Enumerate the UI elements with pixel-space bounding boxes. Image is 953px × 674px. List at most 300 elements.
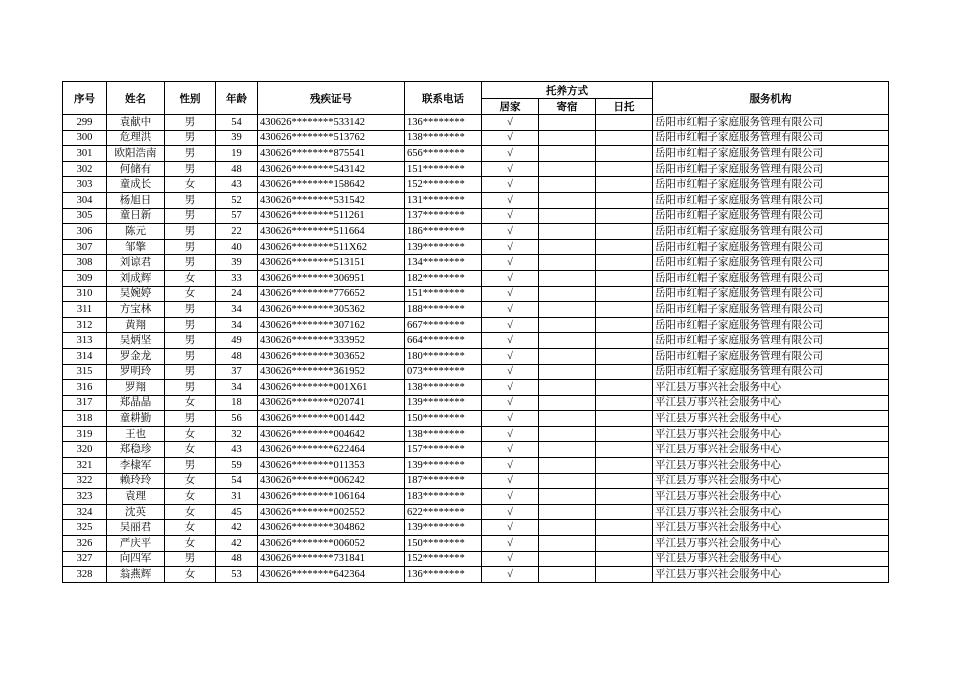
cell-org: 岳阳市红帽子家庭服务管理有限公司 [653,302,889,318]
cell-cert: 430626********333952 [258,333,405,349]
cell-phone: 150******** [405,536,482,552]
cell-phone: 622******** [405,504,482,520]
cell-name: 吴丽君 [107,520,165,536]
cell-care-home: √ [482,442,539,458]
cell-care-board [539,411,596,427]
cell-name: 童日新 [107,208,165,224]
cell-care-day [596,395,653,411]
cell-seq: 312 [63,317,107,333]
cell-age: 31 [216,489,258,505]
cell-phone: 188******** [405,302,482,318]
cell-care-board [539,458,596,474]
cell-seq: 325 [63,520,107,536]
cell-phone: 139******** [405,458,482,474]
care-roster-table [62,81,889,583]
cell-org: 岳阳市红帽子家庭服务管理有限公司 [653,192,889,208]
cell-care-board [539,130,596,146]
table-row [63,317,889,333]
cell-phone: 186******** [405,224,482,240]
table-row [63,348,889,364]
cell-gender: 男 [165,239,216,255]
cell-care-day [596,380,653,396]
cell-name: 黄翔 [107,317,165,333]
cell-gender: 女 [165,520,216,536]
cell-gender: 女 [165,473,216,489]
header-seq: 序号 [63,82,107,115]
cell-gender: 男 [165,333,216,349]
cell-care-board [539,255,596,271]
cell-org: 平江县万事兴社会服务中心 [653,536,889,552]
cell-cert: 430626********020741 [258,395,405,411]
cell-phone: 138******** [405,426,482,442]
cell-phone: 136******** [405,115,482,131]
cell-age: 19 [216,146,258,162]
cell-care-board [539,224,596,240]
cell-org: 平江县万事兴社会服务中心 [653,395,889,411]
cell-care-board [539,489,596,505]
cell-care-day [596,208,653,224]
cell-care-home: √ [482,302,539,318]
cell-phone: 139******** [405,395,482,411]
cell-care-home: √ [482,255,539,271]
cell-care-day [596,551,653,567]
cell-gender: 男 [165,255,216,271]
cell-care-home: √ [482,333,539,349]
cell-care-day [596,255,653,271]
cell-cert: 430626********875541 [258,146,405,162]
cell-seq: 313 [63,333,107,349]
cell-cert: 430626********511664 [258,224,405,240]
cell-cert: 430626********622464 [258,442,405,458]
cell-gender: 男 [165,458,216,474]
cell-care-board [539,286,596,302]
cell-care-board [539,395,596,411]
table-row [63,208,889,224]
table-row [63,115,889,131]
cell-org: 岳阳市红帽子家庭服务管理有限公司 [653,270,889,286]
cell-phone: 180******** [405,348,482,364]
cell-care-home: √ [482,458,539,474]
cell-care-day [596,426,653,442]
cell-care-day [596,224,653,240]
cell-care-day [596,317,653,333]
cell-name: 危理洪 [107,130,165,146]
cell-name: 李棣军 [107,458,165,474]
cell-org: 平江县万事兴社会服务中心 [653,411,889,427]
cell-care-board [539,177,596,193]
cell-care-day [596,536,653,552]
cell-seq: 311 [63,302,107,318]
cell-name: 吴炳坚 [107,333,165,349]
cell-care-day [596,364,653,380]
cell-seq: 322 [63,473,107,489]
cell-care-home: √ [482,364,539,380]
cell-care-home: √ [482,567,539,583]
cell-name: 何储有 [107,161,165,177]
cell-phone: 152******** [405,551,482,567]
cell-cert: 430626********002552 [258,504,405,520]
cell-age: 39 [216,255,258,271]
cell-care-home: √ [482,426,539,442]
cell-seq: 324 [63,504,107,520]
cell-care-day [596,115,653,131]
cell-phone: 131******** [405,192,482,208]
cell-seq: 326 [63,536,107,552]
cell-care-home: √ [482,504,539,520]
cell-org: 岳阳市红帽子家庭服务管理有限公司 [653,239,889,255]
table-row [63,130,889,146]
cell-care-day [596,192,653,208]
table-row [63,364,889,380]
cell-care-home: √ [482,520,539,536]
cell-org: 平江县万事兴社会服务中心 [653,551,889,567]
cell-gender: 男 [165,208,216,224]
cell-cert: 430626********004642 [258,426,405,442]
cell-cert: 430626********306951 [258,270,405,286]
cell-seq: 328 [63,567,107,583]
cell-name: 刘成辉 [107,270,165,286]
cell-seq: 318 [63,411,107,427]
table-row [63,161,889,177]
cell-seq: 309 [63,270,107,286]
cell-cert: 430626********006052 [258,536,405,552]
cell-care-day [596,177,653,193]
table-row [63,442,889,458]
header-name: 姓名 [107,82,165,115]
cell-phone: 150******** [405,411,482,427]
cell-age: 53 [216,567,258,583]
cell-age: 34 [216,302,258,318]
cell-org: 平江县万事兴社会服务中心 [653,473,889,489]
cell-care-home: √ [482,130,539,146]
cell-age: 54 [216,115,258,131]
table-row [63,270,889,286]
cell-name: 罗金龙 [107,348,165,364]
cell-care-day [596,520,653,536]
cell-phone: 139******** [405,239,482,255]
cell-name: 童成长 [107,177,165,193]
table-body [63,115,889,583]
cell-name: 翁燕辉 [107,567,165,583]
cell-phone: 656******** [405,146,482,162]
cell-cert: 430626********001X61 [258,380,405,396]
cell-cert: 430626********305362 [258,302,405,318]
table-row [63,255,889,271]
cell-gender: 女 [165,395,216,411]
cell-seq: 315 [63,364,107,380]
cell-age: 48 [216,161,258,177]
cell-name: 严庆平 [107,536,165,552]
cell-age: 49 [216,333,258,349]
cell-care-board [539,161,596,177]
cell-seq: 320 [63,442,107,458]
cell-name: 陈元 [107,224,165,240]
header-care-board: 寄宿 [539,99,596,115]
header-phone: 联系电话 [405,82,482,115]
cell-seq: 316 [63,380,107,396]
cell-care-home: √ [482,411,539,427]
cell-gender: 女 [165,426,216,442]
cell-care-board [539,551,596,567]
cell-care-day [596,130,653,146]
cell-care-home: √ [482,395,539,411]
cell-care-board [539,364,596,380]
cell-cert: 430626********731841 [258,551,405,567]
cell-cert: 430626********303652 [258,348,405,364]
cell-care-home: √ [482,536,539,552]
cell-org: 岳阳市红帽子家庭服务管理有限公司 [653,208,889,224]
cell-name: 罗翔 [107,380,165,396]
cell-care-day [596,239,653,255]
cell-org: 岳阳市红帽子家庭服务管理有限公司 [653,333,889,349]
cell-care-home: √ [482,224,539,240]
cell-gender: 男 [165,551,216,567]
cell-care-home: √ [482,551,539,567]
cell-cert: 430626********513762 [258,130,405,146]
cell-care-board [539,208,596,224]
table-row [63,504,889,520]
cell-seq: 319 [63,426,107,442]
cell-gender: 男 [165,364,216,380]
cell-org: 平江县万事兴社会服务中心 [653,442,889,458]
cell-gender: 男 [165,161,216,177]
table-row [63,489,889,505]
cell-cert: 430626********511261 [258,208,405,224]
cell-cert: 430626********106164 [258,489,405,505]
cell-care-day [596,333,653,349]
cell-gender: 男 [165,317,216,333]
cell-care-board [539,270,596,286]
table-row [63,146,889,162]
cell-care-board [539,192,596,208]
cell-name: 童耕勤 [107,411,165,427]
cell-gender: 女 [165,286,216,302]
cell-gender: 男 [165,302,216,318]
cell-org: 岳阳市红帽子家庭服务管理有限公司 [653,146,889,162]
cell-seq: 299 [63,115,107,131]
cell-phone: 187******** [405,473,482,489]
cell-name: 欧阳浩南 [107,146,165,162]
table-row [63,333,889,349]
cell-care-home: √ [482,192,539,208]
cell-name: 王也 [107,426,165,442]
table-row [63,411,889,427]
header-care-mode: 托养方式 [482,82,653,99]
cell-phone: 137******** [405,208,482,224]
cell-org: 岳阳市红帽子家庭服务管理有限公司 [653,130,889,146]
cell-care-home: √ [482,161,539,177]
cell-seq: 302 [63,161,107,177]
cell-name: 罗明玲 [107,364,165,380]
cell-gender: 女 [165,270,216,286]
cell-age: 52 [216,192,258,208]
cell-seq: 308 [63,255,107,271]
cell-care-board [539,504,596,520]
table-row [63,239,889,255]
cell-seq: 304 [63,192,107,208]
cell-org: 平江县万事兴社会服务中心 [653,489,889,505]
table-row [63,551,889,567]
header-care-day: 日托 [596,99,653,115]
cell-cert: 430626********006242 [258,473,405,489]
cell-org: 岳阳市红帽子家庭服务管理有限公司 [653,348,889,364]
cell-seq: 306 [63,224,107,240]
cell-care-home: √ [482,473,539,489]
table-row [63,224,889,240]
cell-care-day [596,567,653,583]
cell-care-board [539,333,596,349]
cell-care-day [596,286,653,302]
table-row [63,536,889,552]
cell-age: 42 [216,536,258,552]
cell-name: 郑晶晶 [107,395,165,411]
cell-org: 岳阳市红帽子家庭服务管理有限公司 [653,255,889,271]
cell-cert: 430626********001442 [258,411,405,427]
table-row [63,380,889,396]
cell-care-day [596,270,653,286]
cell-org: 岳阳市红帽子家庭服务管理有限公司 [653,364,889,380]
cell-seq: 310 [63,286,107,302]
cell-care-home: √ [482,489,539,505]
cell-phone: 136******** [405,567,482,583]
table-row [63,458,889,474]
cell-name: 袁献中 [107,115,165,131]
cell-phone: 134******** [405,255,482,271]
cell-care-board [539,426,596,442]
cell-age: 42 [216,520,258,536]
cell-cert: 430626********361952 [258,364,405,380]
cell-seq: 301 [63,146,107,162]
cell-cert: 430626********543142 [258,161,405,177]
cell-name: 沈英 [107,504,165,520]
cell-seq: 317 [63,395,107,411]
cell-name: 郑稳珍 [107,442,165,458]
cell-age: 54 [216,473,258,489]
cell-org: 平江县万事兴社会服务中心 [653,504,889,520]
cell-gender: 女 [165,536,216,552]
cell-gender: 女 [165,489,216,505]
cell-care-day [596,348,653,364]
cell-gender: 男 [165,192,216,208]
cell-phone: 664******** [405,333,482,349]
cell-cert: 430626********776652 [258,286,405,302]
cell-gender: 女 [165,567,216,583]
cell-org: 平江县万事兴社会服务中心 [653,426,889,442]
cell-name: 赖玲玲 [107,473,165,489]
cell-care-day [596,442,653,458]
cell-age: 40 [216,239,258,255]
cell-age: 37 [216,364,258,380]
cell-age: 43 [216,177,258,193]
header-age: 年龄 [216,82,258,115]
cell-care-board [539,473,596,489]
cell-name: 向四军 [107,551,165,567]
cell-phone: 138******** [405,380,482,396]
cell-age: 33 [216,270,258,286]
cell-org: 岳阳市红帽子家庭服务管理有限公司 [653,161,889,177]
table-row [63,567,889,583]
cell-gender: 女 [165,442,216,458]
cell-age: 43 [216,442,258,458]
cell-gender: 女 [165,177,216,193]
header-org: 服务机构 [653,82,889,115]
cell-seq: 323 [63,489,107,505]
cell-age: 39 [216,130,258,146]
header-care-home: 居家 [482,99,539,115]
cell-care-home: √ [482,270,539,286]
cell-care-board [539,239,596,255]
cell-cert: 430626********158642 [258,177,405,193]
cell-gender: 男 [165,115,216,131]
cell-age: 57 [216,208,258,224]
cell-org: 平江县万事兴社会服务中心 [653,458,889,474]
cell-phone: 183******** [405,489,482,505]
cell-org: 岳阳市红帽子家庭服务管理有限公司 [653,115,889,131]
cell-cert: 430626********513151 [258,255,405,271]
cell-care-board [539,115,596,131]
cell-care-board [539,348,596,364]
cell-care-board [539,567,596,583]
cell-care-home: √ [482,380,539,396]
cell-gender: 男 [165,146,216,162]
cell-age: 24 [216,286,258,302]
table-row [63,286,889,302]
cell-care-board [539,302,596,318]
table-row [63,302,889,318]
cell-seq: 327 [63,551,107,567]
cell-seq: 300 [63,130,107,146]
cell-gender: 男 [165,130,216,146]
table-row [63,426,889,442]
table-row [63,520,889,536]
cell-care-home: √ [482,208,539,224]
cell-gender: 男 [165,380,216,396]
cell-care-day [596,504,653,520]
cell-age: 45 [216,504,258,520]
cell-phone: 139******** [405,520,482,536]
cell-care-day [596,489,653,505]
cell-care-home: √ [482,115,539,131]
cell-age: 59 [216,458,258,474]
cell-phone: 151******** [405,286,482,302]
cell-care-board [539,442,596,458]
cell-cert: 430626********531542 [258,192,405,208]
cell-care-home: √ [482,348,539,364]
cell-care-home: √ [482,146,539,162]
cell-care-home: √ [482,286,539,302]
cell-cert: 430626********011353 [258,458,405,474]
cell-seq: 314 [63,348,107,364]
cell-phone: 073******** [405,364,482,380]
cell-care-board [539,380,596,396]
cell-seq: 321 [63,458,107,474]
table-row [63,192,889,208]
cell-age: 34 [216,317,258,333]
cell-cert: 430626********304862 [258,520,405,536]
cell-org: 岳阳市红帽子家庭服务管理有限公司 [653,224,889,240]
cell-org: 平江县万事兴社会服务中心 [653,380,889,396]
cell-name: 方宝林 [107,302,165,318]
cell-age: 34 [216,380,258,396]
cell-gender: 男 [165,348,216,364]
cell-care-day [596,473,653,489]
cell-gender: 女 [165,504,216,520]
cell-seq: 307 [63,239,107,255]
cell-care-day [596,161,653,177]
cell-care-board [539,146,596,162]
cell-cert: 430626********511X62 [258,239,405,255]
cell-care-home: √ [482,177,539,193]
